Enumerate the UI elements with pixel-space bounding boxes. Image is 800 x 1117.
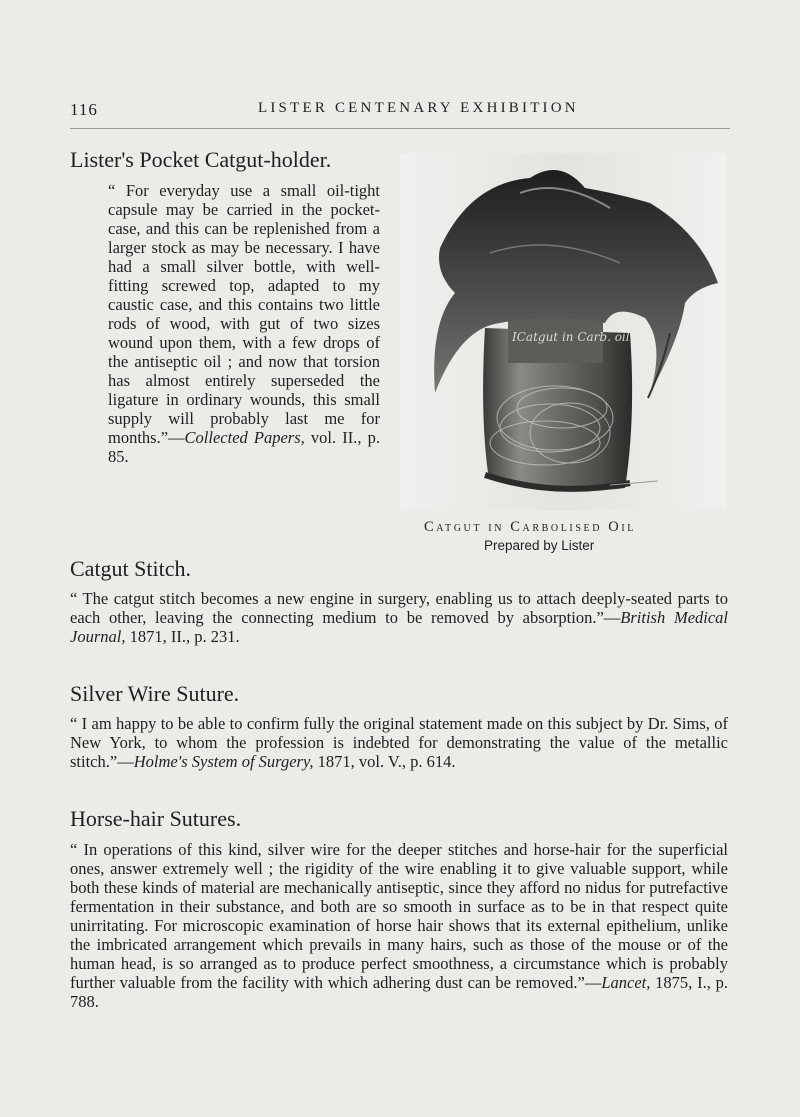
quote-text: “ For everyday use a small oil-tight capsule may be carried in the pocket-case, and this can be replenished from a larger stock as may be necessary. I have had a small silver bottle, with well-fitting screwed top, adapted to my caustic case, and this contains two little rods of wood, with gut of two sizes wound upon them, with a few drops of the antiseptic oil ; and now that torsion has almost entirely superseded the ligature in ordinary wounds, this small supply will probably last me for months.”— (108, 181, 380, 447)
quote-text: “ In operations of this kind, silver wire for the deeper stitches and horse-hair for the superficial ones, answer extremely well ; the rigidity of the wire enabling it to give valuable support, while both these kinds of material are mechanically antiseptic, since they afford no nidus for putrefactive fermentation in their substance, and both are so smooth in surface as to be in that respect quite unirritating. For microscopic examination of horse hair shows that its external epithelium, unlike the imbricated arrangement which prevails in many hairs, such as those of the mouse or of the human head, is so arranged as to produce perfect smoothness, a circumstance which is probably further valuable from the facility with which adhering dust can be removed.”— (70, 840, 728, 992)
section-heading-catgut-holder: Lister's Pocket Catgut-holder. (70, 147, 332, 172)
header-rule (70, 128, 730, 129)
section-heading-silver-wire: Silver Wire Suture. (70, 681, 240, 706)
horse-hair-quote (70, 840, 728, 1011)
quote-citation: vol. II., p. 85. (108, 428, 380, 466)
quote-source: British Medical Journal, (70, 608, 729, 646)
quote-citation: 1875, I., p. 788. (70, 973, 728, 1011)
section-heading-catgut-stitch: Catgut Stitch. (70, 556, 191, 581)
catgut-holder-quote (108, 181, 380, 466)
running-title: LISTER CENTENARY EXHIBITION (258, 100, 579, 116)
figure-caption: Catgut in Carbolised Oil (424, 519, 636, 535)
page-header (70, 100, 730, 128)
silver-wire-quote (70, 714, 728, 771)
quote-citation: 1871, vol. V., p. 614. (313, 752, 456, 771)
jar-label: ICatgut in Carb. oil (512, 330, 630, 344)
quote-text: “ The catgut stitch becomes a new engine in surgery, enabling us to attach deeply-seated parts to each other, leaving the connecting medium to be removed by absorption.”— (70, 589, 728, 627)
section-heading-horse-hair: Horse-hair Sutures. (70, 806, 242, 831)
quote-text: “ I am happy to be able to confirm fully the original statement made on this subject by Dr. Sims, of New York, to whom the profession is indebted for demonstrating the value of the metallic stitch.”— (70, 714, 728, 771)
quote-source: Holme's System of Surgery, (133, 752, 314, 771)
quote-source: Collected Papers, (184, 428, 305, 447)
quote-source: Lancet, (601, 973, 651, 992)
catgut-stitch-quote (70, 589, 728, 646)
catgut-jar-photo (400, 153, 727, 510)
quote-citation: 1871, II., p. 231. (125, 627, 240, 646)
figure-credit: Prepared by Lister (484, 538, 595, 553)
page-number: 116 (70, 100, 98, 119)
